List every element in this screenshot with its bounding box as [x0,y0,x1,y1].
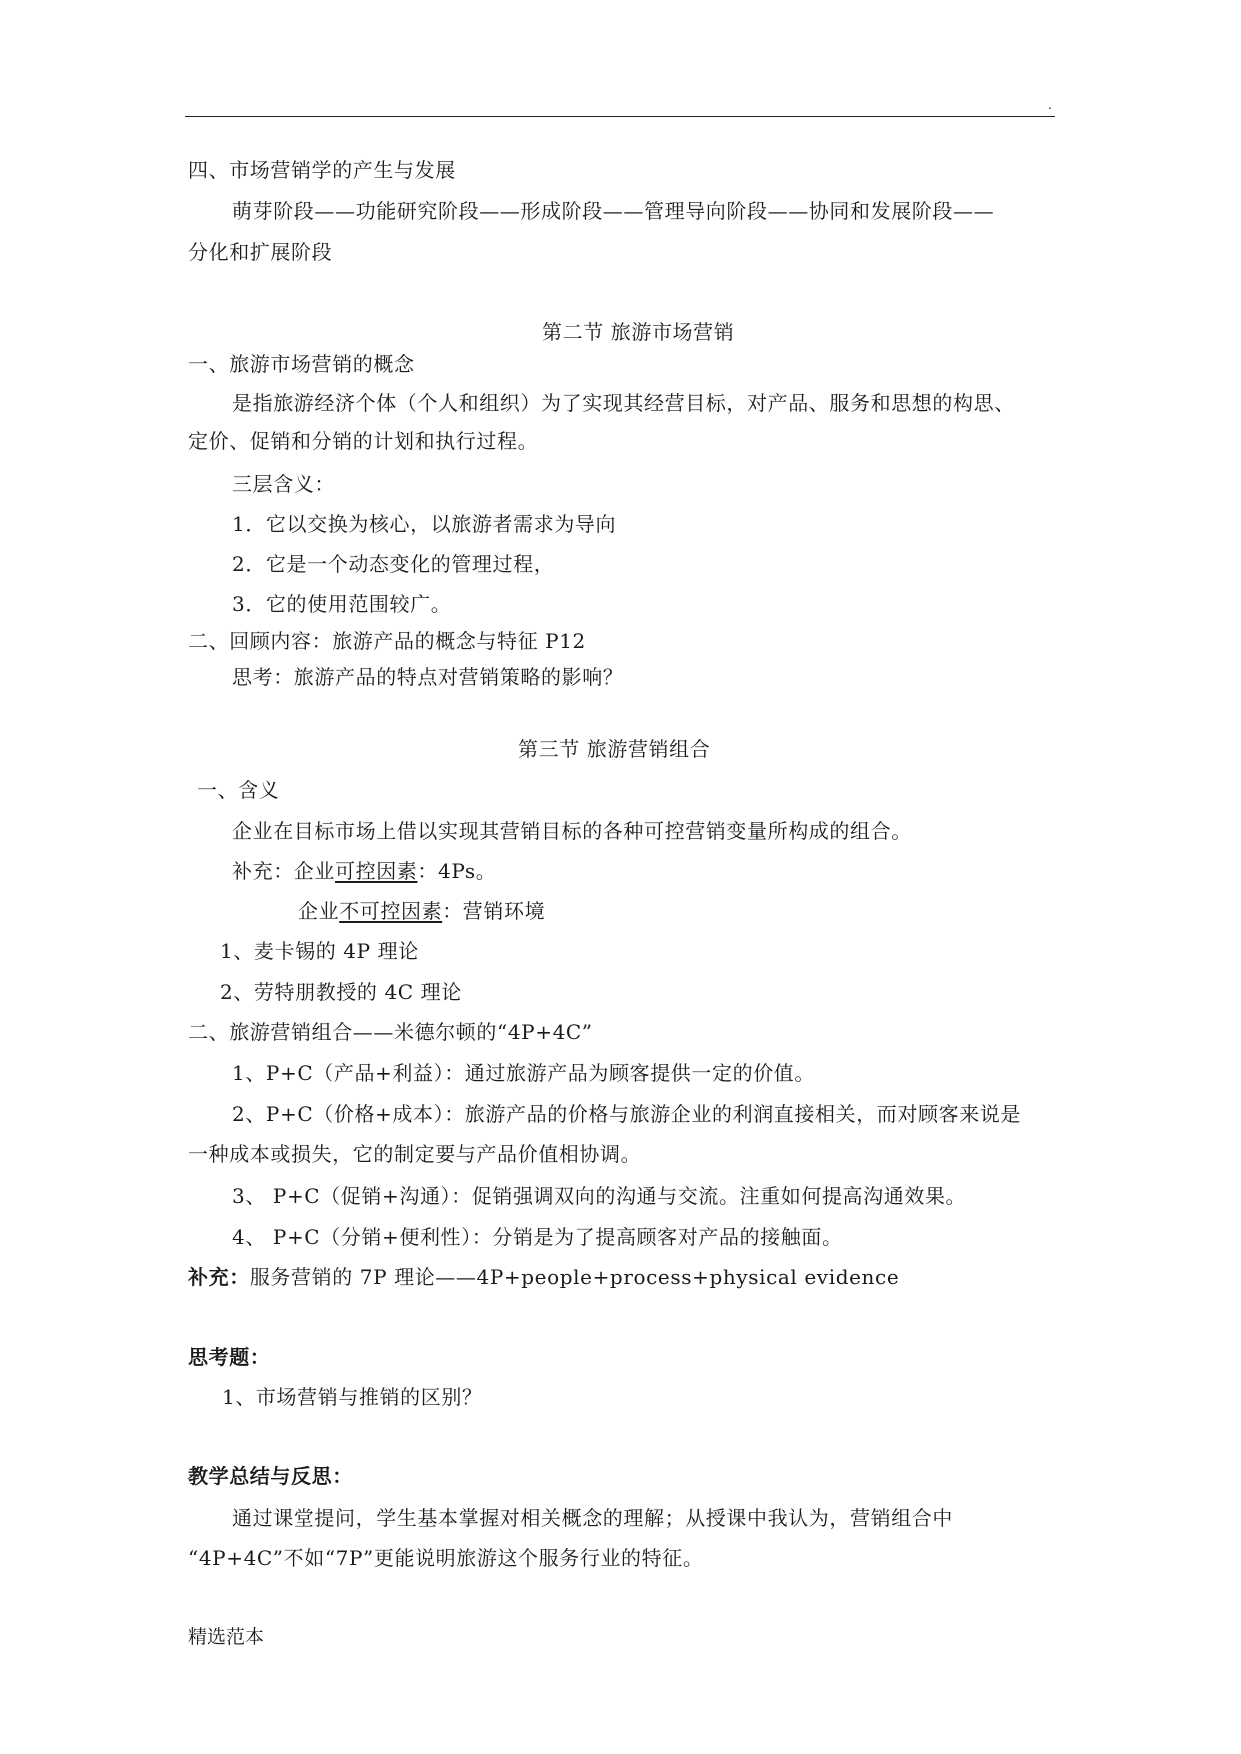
summary-line-1: 通过课堂提问，学生基本掌握对相关概念的理解；从授课中我认为，营销组合中 [232,1506,953,1530]
supplement-7p [188,1264,899,1290]
definition-line-2: 定价、促销和分销的计划和执行过程。 [188,429,539,453]
section2-heading-2: 二、回顾内容：旅游产品的概念与特征 P12 [188,629,586,653]
mix-item-1: 1、P+C（产品+利益）：通过旅游产品为顾客提供一定的价值。 [232,1061,815,1085]
mix-item-3: 3、 P+C（促销+沟通）：促销强调双向的沟通与交流。注重如何提高沟通效果。 [232,1184,967,1208]
section3-heading-2: 二、旅游营销组合——米德尔顿的“4P+4C” [188,1020,593,1044]
controllable-tail: ：4Ps。 [417,859,497,883]
summary-heading: 教学总结与反思： [188,1464,353,1488]
footer-text: 精选范本 [188,1626,265,1648]
layer-item-1: 1．它以交换为核心，以旅游者需求为导向 [232,512,617,536]
layer-item-2: 2．它是一个动态变化的管理过程， [232,552,555,576]
supplement2-prefix: 企业 [298,899,340,923]
theory-4c: 2、劳特朋教授的 4C 理论 [220,980,462,1004]
questions-heading: 思考题： [188,1345,271,1369]
supplement-7p-text: 服务营销的 7P 理论——4P+people+process+physical evidence [249,1265,900,1289]
header-mark: . [1048,96,1052,112]
mix-item-4: 4、 P+C（分销+便利性）：分销是为了提高顾客对产品的接触面。 [232,1225,843,1249]
mix-item-2-cont: 一种成本或损失，它的制定要与产品价值相协调。 [188,1142,642,1166]
definition-line-1: 是指旅游经济个体（个人和组织）为了实现其经营目标，对产品、服务和思想的构思、 [232,391,1015,415]
layer-item-3: 3．它的使用范围较广。 [232,592,452,616]
question-1: 1、市场营销与推销的区别？ [222,1385,483,1409]
supplement-7p-label: 补充： [188,1265,250,1289]
supplement-controllable [232,858,496,884]
header-rule [185,116,1055,117]
think-question: 思考：旅游产品的特点对营销策略的影响？ [232,665,624,689]
mix-item-2: 2、P+C（价格+成本）：旅游产品的价格与旅游企业的利润直接相关，而对顾客来说是 [232,1102,1021,1126]
section3-title: 第三节 旅游营销组合 [518,737,711,761]
section4-heading: 四、市场营销学的产生与发展 [188,158,456,182]
stages-line-2: 分化和扩展阶段 [188,240,333,264]
supplement-prefix: 补充：企业 [232,859,335,883]
summary-line-2: “4P+4C”不如“7P”更能说明旅游这个服务行业的特征。 [188,1546,704,1570]
theory-4p: 1、麦卡锡的 4P 理论 [220,939,419,963]
layers-label: 三层含义： [232,472,335,496]
controllable-factors: 可控因素 [335,859,418,883]
mix-definition: 企业在目标市场上借以实现其营销目标的各种可控营销变量所构成的组合。 [232,819,912,843]
section2-heading-1: 一、旅游市场营销的概念 [188,352,415,376]
stages-line-1: 萌芽阶段——功能研究阶段——形成阶段——管理导向阶段——协同和发展阶段—— [232,199,995,223]
section3-heading-1: 一、含义 [197,778,280,802]
section2-title: 第二节 旅游市场营销 [542,320,735,344]
supplement-uncontrollable [298,898,545,924]
uncontrollable-factors: 不可控因素 [339,899,443,923]
uncontrollable-tail: ：营销环境 [442,899,546,923]
